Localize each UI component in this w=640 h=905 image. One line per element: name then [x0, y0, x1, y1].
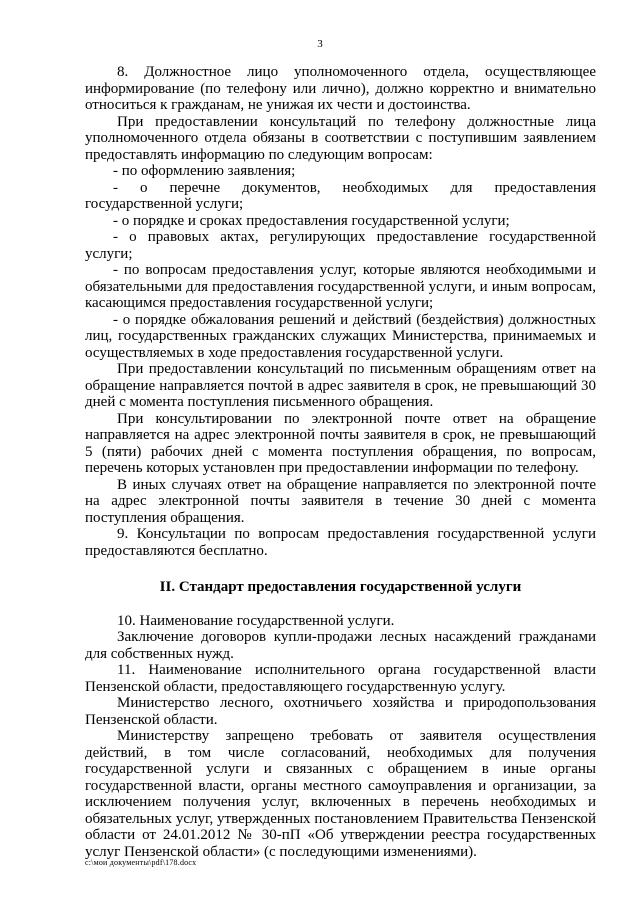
paragraph-ministry-name: Министерство лесного, охотничьего хозяйства и природопользования Пензенской области. — [85, 695, 596, 728]
list-item: - по вопросам предоставления услуг, которые являются необходимыми и обязательными для предоставления государственной услуги, и иным вопросам, касающимся предоставления государственной услуги; — [85, 262, 596, 311]
paragraph-ministry-restrictions: Министерству запрещено требовать от заявителя осуществления действий, в том числе согласований, необходимых для получения государственной услуги и связанных с обращением в иные органы государственной власти, органы местного самоуправления и организации, за исключением получения услуг, включенных в перечень необходимых и обязательных услуг, утвержденных постановлением Правительства Пензенской области от 24.01.2012 № 30-пП «Об утверждении реестра государственных услуг Пензенской области» (с последующими изменениями). — [85, 728, 596, 860]
list-item: - о порядке и сроках предоставления государственной услуги; — [113, 212, 510, 229]
document-body — [85, 64, 596, 860]
list-item: - о правовых актах, регулирующих предоставление государственной услуги; — [85, 229, 596, 262]
paragraph-item-9-free-consultations: 9. Консультации по вопросам предоставления государственной услуги предоставляются бесплатно. — [85, 526, 596, 559]
paragraph-phone-consultations: При предоставлении консультаций по телефону должностные лица уполномоченного отдела обязаны в соответствии с поступившим заявлением предоставлять информацию по следующим вопросам: — [85, 113, 596, 163]
paragraph-written-requests: При предоставлении консультаций по письменным обращениям ответ на обращение направляется почтой в адрес заявителя в срок, не превышающий 30 дней с момента поступления письменного обращения. — [85, 361, 596, 410]
list-item: - по оформлению заявления; — [113, 163, 296, 179]
paragraph-item-10-service-name: 10. Наименование государственной услуги. — [117, 612, 395, 629]
list-item: - о порядке обжалования решений и действий (бездействия) должностных лиц, государственных гражданских служащих Министерства, принимаемых и осуществляемых в ходе предоставления государственной услуги. — [85, 311, 596, 361]
paragraph-email-requests: При консультировании по электронной почте ответ на обращение направляется на адрес электронной почты заявителя в срок, не превышающий 5 (пяти) рабочих дней с момента поступления обращения, по вопросам, перечень которых установлен при предоставлении информации по телефону. — [85, 410, 596, 476]
list-item: - о перечне документов, необходимых для предоставления государственной услуги; — [85, 179, 596, 212]
paragraph-other-cases: В иных случаях ответ на обращение направляется по электронной почте на адрес электронной почты заявителя в течение 30 дней с момента поступления обращения. — [85, 476, 596, 526]
paragraph-service-description: Заключение договоров купли-продажи лесных насаждений гражданами для собственных нужд. — [85, 629, 596, 662]
paragraph-item-11-authority-name: 11. Наименование исполнительного органа государственной власти Пензенской области, предоставляющего государственную услугу. — [85, 662, 596, 695]
footer-file-path: c:\мои документы\pdf\178.docx — [85, 858, 197, 867]
page-number: 3 — [317, 38, 323, 50]
paragraph-item-8-contact-rules: 8. Должностное лицо уполномоченного отдела, осуществляющее информирование (по телефону или лично), должно корректно и внимательно относиться к гражданам, не унижая их чести и достоинства. — [85, 64, 596, 113]
section-heading: II. Стандарт предоставления государственной услуги — [159, 579, 522, 595]
